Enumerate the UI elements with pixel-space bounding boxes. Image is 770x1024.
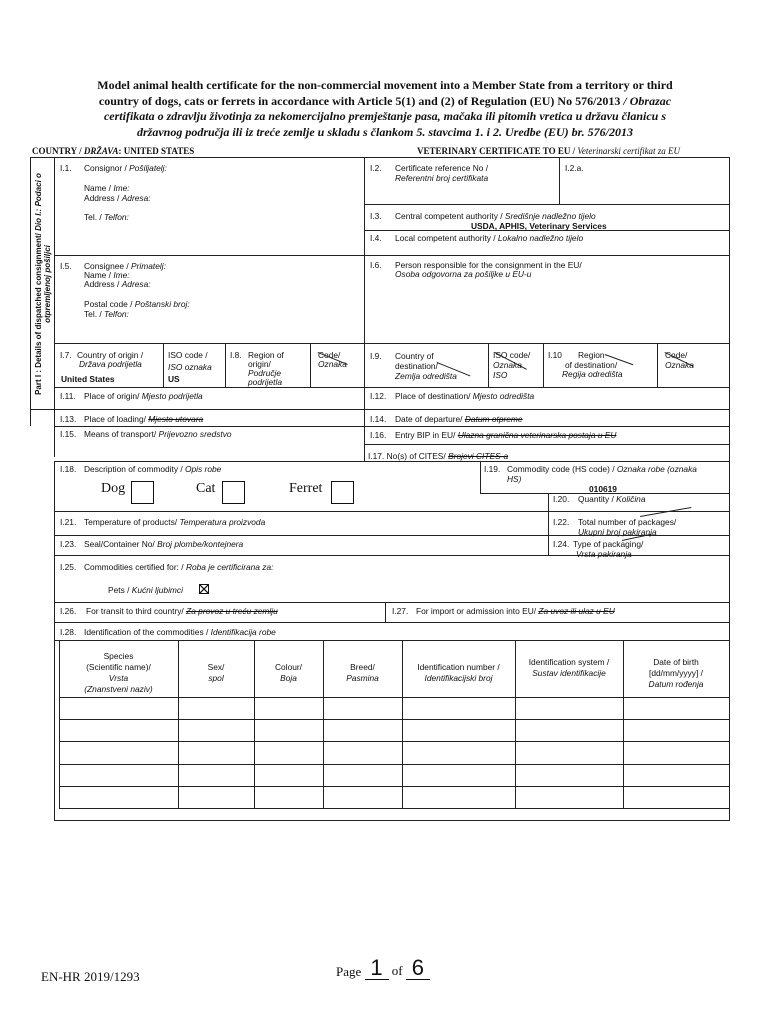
field-i24-number: I.24. bbox=[553, 539, 570, 549]
title-line-3: certifikata o zdravlju životinja za nekomercijalno premještanje pasa, mačaka ili pitomih vretica u državu članicu s bbox=[103, 109, 666, 123]
field-i16-label: Entry BIP in EU/ Ulazna granična veterinarska postaja u EU bbox=[395, 430, 617, 440]
field-i8-number: I.8. bbox=[230, 350, 242, 360]
col-sex-header: Sex/ spol bbox=[207, 662, 225, 683]
field-i8-label-2: origin/ bbox=[248, 359, 271, 369]
vet-cert-heading: VETERINARY CERTIFICATE TO EU / Veterinarski certifikat za EU bbox=[417, 146, 681, 156]
field-i3-number: I.3. bbox=[370, 211, 382, 221]
field-i22-label: Total number of packages/ bbox=[578, 517, 677, 527]
field-i9-label-hr: Zemlja odredišta bbox=[395, 371, 457, 381]
field-i19-value: 010619 bbox=[589, 484, 617, 494]
field-i13-number: I.13. bbox=[60, 414, 77, 424]
country-heading: COUNTRY / DRŽAVA: UNITED STATES bbox=[32, 146, 195, 156]
field-i5-number: I.5. bbox=[60, 261, 72, 271]
field-i25-label: Commodities certified for: / Roba je certificirana za: bbox=[84, 562, 274, 572]
field-i3-label: Central competent authority / Središnje nadležno tijelo bbox=[395, 211, 596, 221]
field-i7-iso-value: US bbox=[168, 374, 180, 384]
col-colour-header: Colour/ Boja bbox=[275, 662, 302, 683]
field-i15-number: I.15. bbox=[60, 429, 77, 439]
field-i10-label: Region bbox=[578, 350, 605, 360]
field-i9-iso: ISO code/ bbox=[493, 350, 531, 360]
field-i23-label: Seal/Container No/ Broj plombe/kontejnera bbox=[84, 539, 244, 549]
col-dob-header: Date of birth [dd/mm/yyyy] / Datum rođenja bbox=[648, 657, 704, 689]
field-i1-number: I.1. bbox=[60, 163, 72, 173]
field-i24-label-hr: Vrsta pakiranja bbox=[576, 549, 632, 559]
field-i11-label: Place of origin/ Mjesto podrijetla bbox=[84, 391, 203, 401]
pets-checkbox[interactable] bbox=[199, 584, 209, 594]
field-i5-address: Address / Adresa: bbox=[84, 279, 151, 289]
field-i9-iso-hr-2: ISO bbox=[493, 370, 508, 380]
field-i5-postal: Postal code / Poštanski broj: bbox=[84, 299, 190, 309]
commodity-ferret-label: Ferret bbox=[289, 481, 323, 496]
field-i21-number: I.21. bbox=[60, 517, 77, 527]
field-i8-label: Region of bbox=[248, 350, 284, 360]
field-i8-label-hr-2: podrijetla bbox=[248, 377, 282, 387]
field-i10-label-2: of destination/ bbox=[565, 360, 618, 370]
field-i24-label: Type of packaging/ bbox=[573, 539, 644, 549]
page-total: 6 bbox=[406, 957, 430, 980]
part-one-side-label: Part I : Details of dispatched consignment/ Dio I.: Podaci o otpremljenoj pošiljci bbox=[34, 173, 52, 395]
field-i19-number: I.19. bbox=[484, 464, 501, 474]
title-line-1: Model animal health certificate for the non-commercial movement into a Member State from a territory or third bbox=[97, 78, 673, 92]
field-i21-label: Temperature of products/ Temperatura proizvoda bbox=[84, 517, 266, 527]
pets-label: Pets / Kućni ljubimci bbox=[108, 585, 183, 595]
field-i11-number: I.11. bbox=[60, 391, 76, 401]
field-i12-label: Place of destination/ Mjesto odredišta bbox=[395, 391, 535, 401]
field-i22-number: I.22. bbox=[553, 517, 570, 527]
field-i22-label-hr: Ukupni broj pakiranja bbox=[578, 527, 657, 537]
field-i28-label: Identification of the commodities / Identifikacija robe bbox=[84, 627, 276, 637]
field-i10-number: I.10 bbox=[548, 350, 562, 360]
field-i7-iso-hr: ISO oznaka bbox=[168, 362, 212, 372]
col-idnum-header: Identification number / Identifikacijski broj bbox=[417, 662, 500, 683]
field-i15-label: Means of transport/ Prijevozno sredstvo bbox=[84, 429, 232, 439]
field-i2-number: I.2. bbox=[370, 163, 382, 173]
field-i10-label-hr: Regija odredišta bbox=[562, 369, 623, 379]
document-title bbox=[20, 78, 750, 140]
col-breed-header: Breed/ Pasmina bbox=[346, 662, 379, 683]
field-i1-label: Consignor / Pošiljatelj: bbox=[84, 163, 167, 173]
check-mark-icon bbox=[200, 585, 208, 593]
field-i18-number: I.18. bbox=[60, 464, 77, 474]
field-i1-address: Address / Adresa: bbox=[84, 193, 151, 203]
field-i1-tel: Tel. / Telfon: bbox=[84, 212, 129, 222]
field-i8-label-hr: Područje bbox=[248, 368, 282, 378]
field-i18-label: Description of commodity / Opis robe bbox=[84, 464, 222, 474]
field-i7-label-hr: Država podrijetla bbox=[79, 359, 142, 369]
field-i4-number: I.4. bbox=[370, 233, 382, 243]
field-i17-label: I.17. No(s) of CITES/ Brojevi CITES-a bbox=[368, 451, 509, 461]
field-i9-iso-hr: Oznaka bbox=[493, 360, 522, 370]
field-i2a: I.2.a. bbox=[565, 163, 584, 173]
field-i5-tel: Tel. / Telfon: bbox=[84, 309, 129, 319]
field-i2-label-hr: Referentni broj certifikata bbox=[395, 173, 489, 183]
field-i7-label: Country of origin / bbox=[77, 350, 144, 360]
field-i27-label: For import or admission into EU/ Za uvoz ili ulaz u EU bbox=[416, 606, 615, 616]
field-i16-number: I.16. bbox=[370, 430, 387, 440]
field-i10-code: Code/ bbox=[665, 350, 688, 360]
field-i14-label: Date of departure/ Datum otpreme bbox=[395, 414, 523, 424]
field-i10-code-hr: Oznaka bbox=[665, 360, 694, 370]
commodity-cat-label: Cat bbox=[196, 481, 216, 496]
commodity-dog-label: Dog bbox=[101, 481, 126, 496]
field-i6-number: I.6. bbox=[370, 260, 382, 270]
field-i1-name: Name / Ime: bbox=[84, 183, 130, 193]
page-indicator: Page 1 of 6 bbox=[336, 957, 430, 980]
field-i9-number: I.9. bbox=[370, 351, 382, 361]
field-i7-number: I.7. bbox=[60, 350, 72, 360]
field-i23-number: I.23. bbox=[60, 539, 77, 549]
field-i6-label: Person responsible for the consignment in the EU/ bbox=[395, 260, 582, 270]
title-line-2: country of dogs, cats or ferrets in accordance with Article 5(1) and (2) of Regulation (EU) No 576/2013 bbox=[98, 93, 621, 108]
field-i2-label: Certificate reference No / bbox=[395, 163, 489, 173]
field-i13-label: Place of loading/ Mjesto utovara bbox=[84, 414, 204, 424]
field-i12-number: I.12. bbox=[370, 391, 387, 401]
field-i26-label: For transit to third country/ Za provoz u treću zemlju bbox=[86, 606, 278, 616]
field-i7-iso: ISO code / bbox=[168, 350, 208, 360]
footer-code: EN-HR 2019/1293 bbox=[41, 969, 140, 984]
field-i20-number: I.20. bbox=[553, 494, 570, 504]
field-i20-label: Quantity / Količina bbox=[578, 494, 646, 504]
commodity-dog-checkbox[interactable] bbox=[131, 481, 154, 504]
field-i28-number: I.28. bbox=[60, 627, 77, 637]
field-i3-value: USDA, APHIS, Veterinary Services bbox=[471, 221, 607, 231]
title-line-2-hr: / Obrazac bbox=[620, 93, 672, 108]
commodity-cat-checkbox[interactable] bbox=[222, 481, 245, 504]
field-i26-number: I.26. bbox=[60, 606, 77, 616]
field-i19-label-2: HS) bbox=[507, 474, 522, 484]
field-i25-number: I.25. bbox=[60, 562, 77, 572]
col-idsys-header: Identification system / Sustav identifikacije bbox=[528, 657, 610, 678]
field-i6-label-hr: Osoba odgovorna za pošiljke u EU-u bbox=[395, 269, 532, 279]
field-i5-label: Consignee / Primatelj: bbox=[84, 261, 166, 271]
field-i8-code-hr: Oznaka bbox=[318, 359, 347, 369]
field-i7-value: United States bbox=[61, 374, 115, 384]
field-i5-name: Name / Ime: bbox=[84, 270, 130, 280]
field-i14-number: I.14. bbox=[370, 414, 387, 424]
field-i9-label-2: destination/ bbox=[395, 361, 438, 371]
field-i9-label: Country of bbox=[395, 351, 434, 361]
title-line-4: državnog područja ili iz treće zemlje u skladu s člankom 5. stavcima 1. i 2. Uredbe (EU) br. 576/2013 bbox=[137, 124, 633, 139]
field-i4-label: Local competent authority / Lokalno nadležno tijelo bbox=[395, 233, 584, 243]
col-species-header: Species (Scientific name)/ Vrsta (Znanstveni naziv) bbox=[84, 651, 153, 694]
field-i27-number: I.27. bbox=[392, 606, 409, 616]
commodity-ferret-checkbox[interactable] bbox=[331, 481, 354, 504]
page-number: 1 bbox=[365, 957, 389, 980]
field-i19-label: Commodity code (HS code) / Oznaka robe (oznaka bbox=[507, 464, 697, 474]
field-i8-code: Code/ bbox=[318, 350, 341, 360]
